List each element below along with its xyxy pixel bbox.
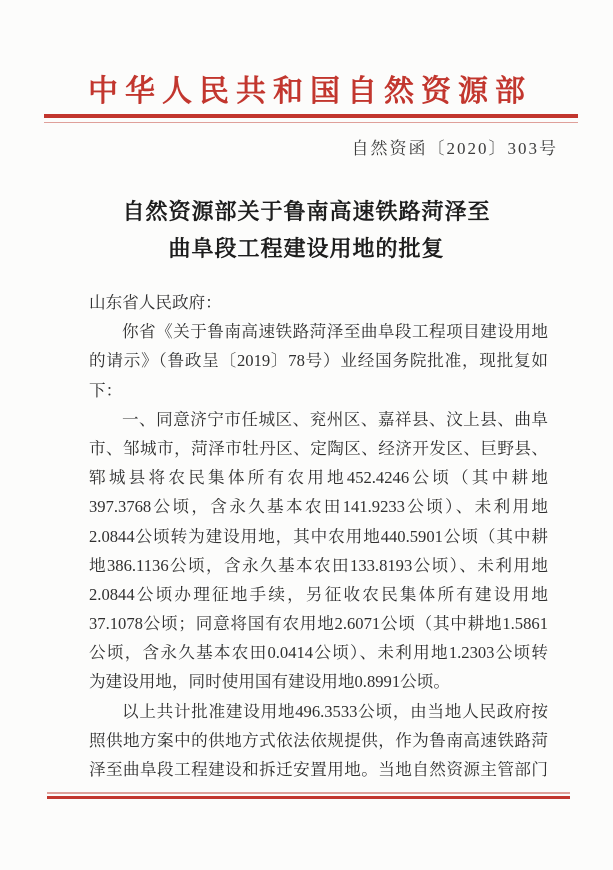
body-line: 为建设用地，同时使用国有建设用地0.8991公顷。 [89,672,450,692]
body-line: 泽至曲阜段工程建设和拆迁安置用地。当地自然资源主管部门 [89,760,548,779]
body-line: 以上共计批准建设用地496.3533公顷，由当地人民政府按 [122,701,548,721]
body-line: 37.1078公顷；同意将国有农用地2.6071公顷（其中耕地1.5861 [89,614,548,634]
body-line: 山东省人民政府： [89,293,222,312]
body-line: 一、同意济宁市任城区、兖州区、嘉祥县、汶上县、曲阜 [122,409,548,429]
header-red-rule [44,114,578,123]
header-rule-thick-line [44,114,578,118]
body-line: 照供地方案中的供地方式依法依规提供，作为鲁南高速铁路菏 [89,730,548,750]
body-line: 2.0844公顷转为建设用地，其中农用地440.5901公顷（其中耕 [89,526,548,546]
document-title-line2: 曲阜段工程建设用地的批复 [168,236,445,261]
document-title [0,193,613,267]
footer-rule-thick-line [47,796,570,800]
document-body [89,288,548,784]
document-title-line1: 自然资源部关于鲁南高速铁路菏泽至 [122,199,491,224]
footer-rule-thin-line [47,792,570,794]
body-line: 你省《关于鲁南高速铁路菏泽至曲阜段工程项目建设用地 [122,322,548,342]
body-line: 397.3768公顷，含永久基本农田141.9233公顷）、未利用地 [89,497,548,517]
body-line: 公顷，含永久基本农田0.0414公顷）、未利用地1.2303公顷转 [89,643,548,663]
body-line: 郓城县将农民集体所有农用地452.4246公顷（其中耕地 [89,468,548,488]
body-line: 市、邹城市，菏泽市牡丹区、定陶区、经济开发区、巨野县、 [89,438,548,458]
header-rule-thin-line [44,122,578,124]
document-number: 自然资函〔2020〕303号 [351,139,558,158]
body-line: 地386.1136公顷，含永久基本农田133.8193公顷）、未利用地 [89,555,548,575]
footer-red-rule [47,792,570,799]
body-line: 2.0844公顷办理征地手续，另征收农民集体所有建设用地 [89,584,548,604]
ministry-letterhead: 中华人民共和国自然资源部 [88,75,532,108]
body-line: 的请示》（鲁政呈〔2019〕78号）业经国务院批准，现批复如 [89,351,548,371]
body-line: 下： [89,380,123,400]
